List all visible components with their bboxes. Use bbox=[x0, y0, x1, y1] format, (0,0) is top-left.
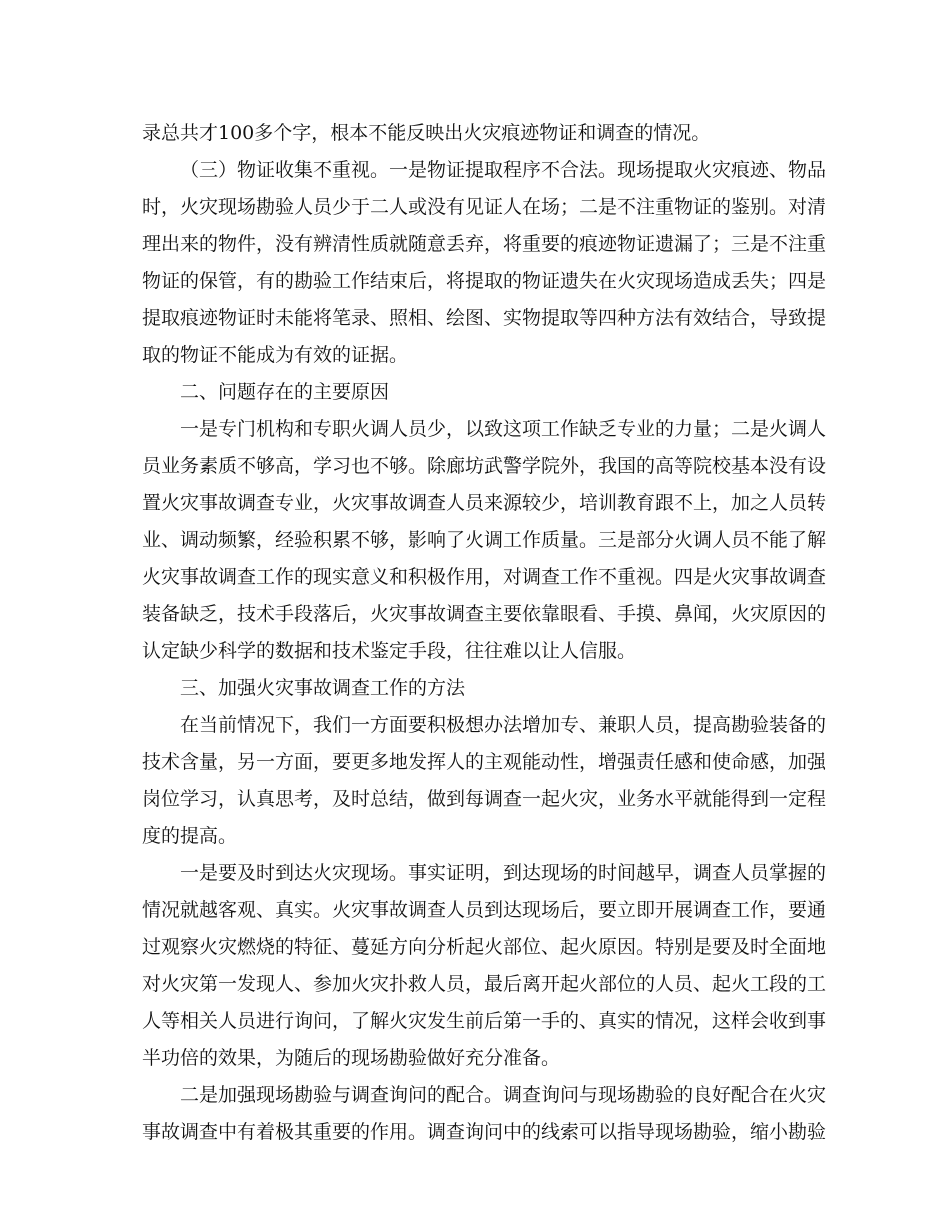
text-line: 物证的保管，有的勘验工作结束后，将提取的物证遗失在火灾现场造成丢失；四是 bbox=[142, 270, 827, 292]
text-line: 一是专门机构和专职火调人员少，以致这项工作缺乏专业的力量；二是火调人 bbox=[180, 418, 827, 440]
text-line: 录总共才100多个字，根本不能反映出火灾痕迹物证和调查的情况。 bbox=[142, 122, 711, 144]
text-line: 二是加强现场勘验与调查询问的配合。调查询问与现场勘验的良好配合在火灾 bbox=[180, 1084, 827, 1106]
text-line: 时，火灾现场勘验人员少于二人或没有见证人在场；二是不注重物证的鉴别。对清 bbox=[142, 196, 827, 218]
text-line: 半功倍的效果，为随后的现场勘验做好充分准备。 bbox=[142, 1047, 561, 1069]
text-line: 置火灾事故调查专业，火灾事故调查人员来源较少，培训教育跟不上，加之人员转 bbox=[142, 492, 827, 514]
text-line: 度的提高。 bbox=[142, 825, 238, 847]
text-line: 取的物证不能成为有效的证据。 bbox=[142, 344, 409, 366]
text-line: 认定缺少科学的数据和技术鉴定手段，往往难以让人信服。 bbox=[142, 640, 637, 662]
text-line: 情况就越客观、真实。火灾事故调查人员到达现场后，要立即开展调查工作，要通 bbox=[142, 899, 827, 921]
text-line: 火灾事故调查工作的现实意义和积极作用，对调查工作不重视。四是火灾事故调查 bbox=[142, 566, 827, 588]
text-line: 对火灾第一发现人、参加火灾扑救人员，最后离开起火部位的人员、起火工段的工 bbox=[142, 973, 827, 995]
text-line: 事故调查中有着极其重要的作用。调查询问中的线索可以指导现场勘验，缩小勘验 bbox=[142, 1121, 827, 1143]
text-line: 装备缺乏，技术手段落后，火灾事故调查主要依靠眼看、手摸、鼻闻，火灾原因的 bbox=[142, 603, 827, 625]
text-line: 员业务素质不够高，学习也不够。除廊坊武警学院外，我国的高等院校基本没有设 bbox=[142, 455, 827, 477]
text-line: 一是要及时到达火灾现场。事实证明，到达现场的时间越早，调查人员掌握的 bbox=[180, 862, 827, 884]
section-heading: 三、加强火灾事故调查工作的方法 bbox=[180, 677, 466, 699]
text-line: 过观察火灾燃烧的特征、蔓延方向分析起火部位、起火原因。特别是要及时全面地 bbox=[142, 936, 827, 958]
text-line: 技术含量，另一方面，要更多地发挥人的主观能动性，增强责任感和使命感，加强 bbox=[142, 751, 827, 773]
text-line: （三）物证收集不重视。一是物证提取程序不合法。现场提取火灾痕迹、物品 bbox=[180, 159, 827, 181]
section-heading: 二、问题存在的主要原因 bbox=[180, 381, 390, 403]
text-line: 人等相关人员进行询问，了解火灾发生前后第一手的、真实的情况，这样会收到事 bbox=[142, 1010, 827, 1032]
text-line: 提取痕迹物证时未能将笔录、照相、绘图、实物提取等四种方法有效结合，导致提 bbox=[142, 307, 827, 329]
text-line: 业、调动频繁，经验积累不够，影响了火调工作质量。三是部分火调人员不能了解 bbox=[142, 529, 827, 551]
text-line: 岗位学习，认真思考，及时总结，做到每调查一起火灾，业务水平就能得到一定程 bbox=[142, 788, 827, 810]
text-line: 在当前情况下，我们一方面要积极想办法增加专、兼职人员，提高勘验装备的 bbox=[180, 714, 827, 736]
text-line: 理出来的物件，没有辨清性质就随意丢弃，将重要的痕迹物证遗漏了；三是不注重 bbox=[142, 233, 827, 255]
